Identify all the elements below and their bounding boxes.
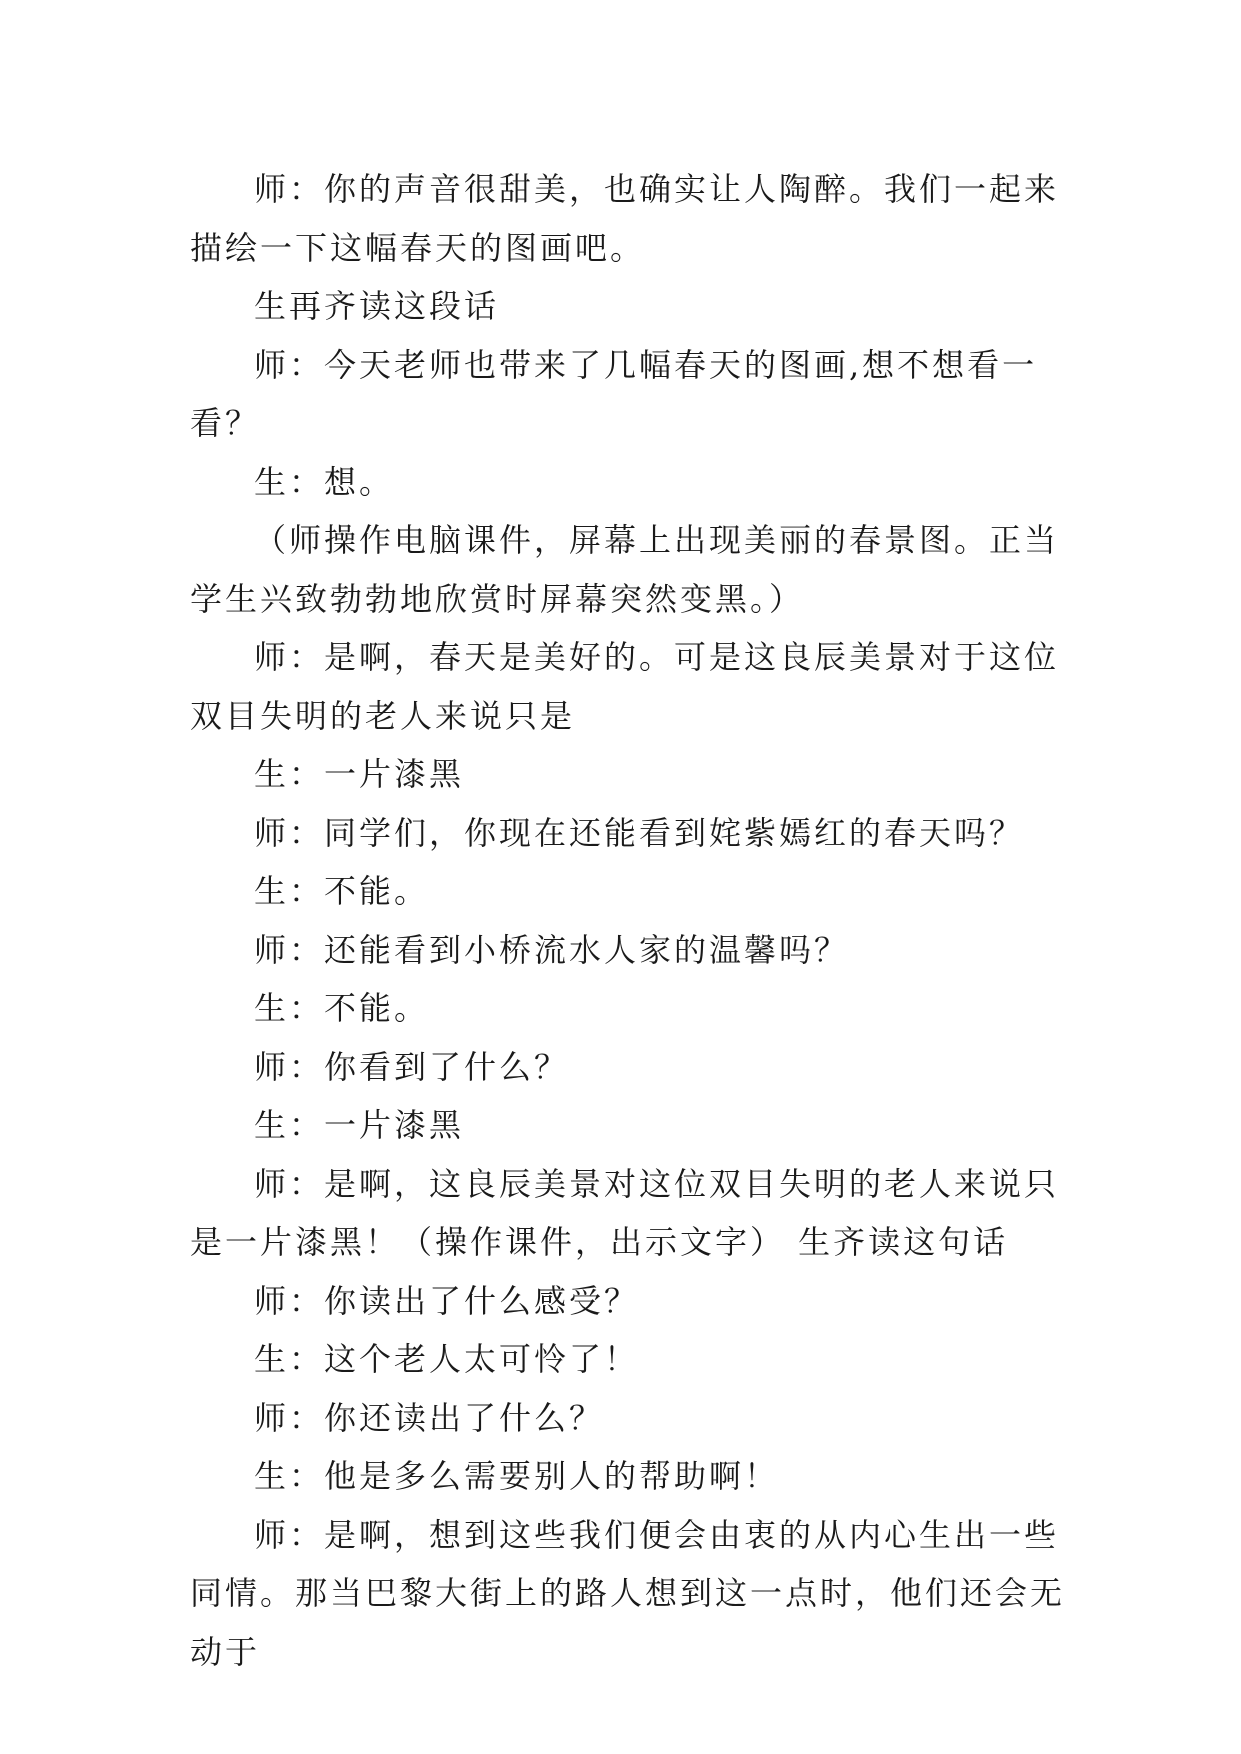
paragraph-13: 生：一片漆黑 bbox=[254, 1106, 465, 1144]
paragraph-9: 生：不能。 bbox=[254, 872, 430, 910]
paragraph-15: 师：你读出了什么感受？ bbox=[254, 1281, 640, 1320]
paragraph-10: 师：还能看到小桥流水人家的温馨吗？ bbox=[254, 930, 850, 969]
paragraph-2: 生再齐读这段话 bbox=[254, 287, 500, 325]
paragraph-1: 师：你的声音很甜美，也确实让人陶醉。我们一起来描绘一下这幅春天的图画吧。 bbox=[190, 170, 1060, 267]
paragraph-16: 生：这个老人太可怜了！ bbox=[254, 1340, 640, 1378]
paragraph-12: 师：你看到了什么？ bbox=[254, 1047, 570, 1086]
paragraph-17: 师：你还读出了什么？ bbox=[254, 1398, 605, 1437]
paragraph-3: 师：今天老师也带来了几幅春天的图画,想不想看一看？ bbox=[190, 345, 1038, 442]
paragraph-7: 生：一片漆黑 bbox=[254, 755, 465, 793]
paragraph-8: 师：同学们，你现在还能看到姹紫嫣红的春天吗？ bbox=[254, 813, 1025, 852]
paragraph-5: （师操作电脑课件，屏幕上出现美丽的春景图。正当学生兴致勃勃地欣赏时屏幕突然变黑。） bbox=[190, 521, 1060, 618]
paragraph-6: 师：是啊，春天是美好的。可是这良辰美景对于这位双目失明的老人来说只是 bbox=[190, 638, 1060, 735]
paragraph-18: 生：他是多么需要别人的帮助啊！ bbox=[254, 1457, 780, 1495]
paragraph-19: 师：是啊，想到这些我们便会由衷的从内心生出一些同情。那当巴黎大街上的路人想到这一点时，他们还会无动于 bbox=[190, 1515, 1066, 1671]
paragraph-14: 师：是啊，这良辰美景对这位双目失明的老人来说只是一片漆黑！（操作课件，出示文字） 生齐读这句话 bbox=[190, 1164, 1060, 1261]
paragraph-4: 生：想。 bbox=[254, 462, 395, 501]
paragraph-11: 生：不能。 bbox=[254, 989, 430, 1027]
document-body bbox=[190, 160, 1070, 1681]
